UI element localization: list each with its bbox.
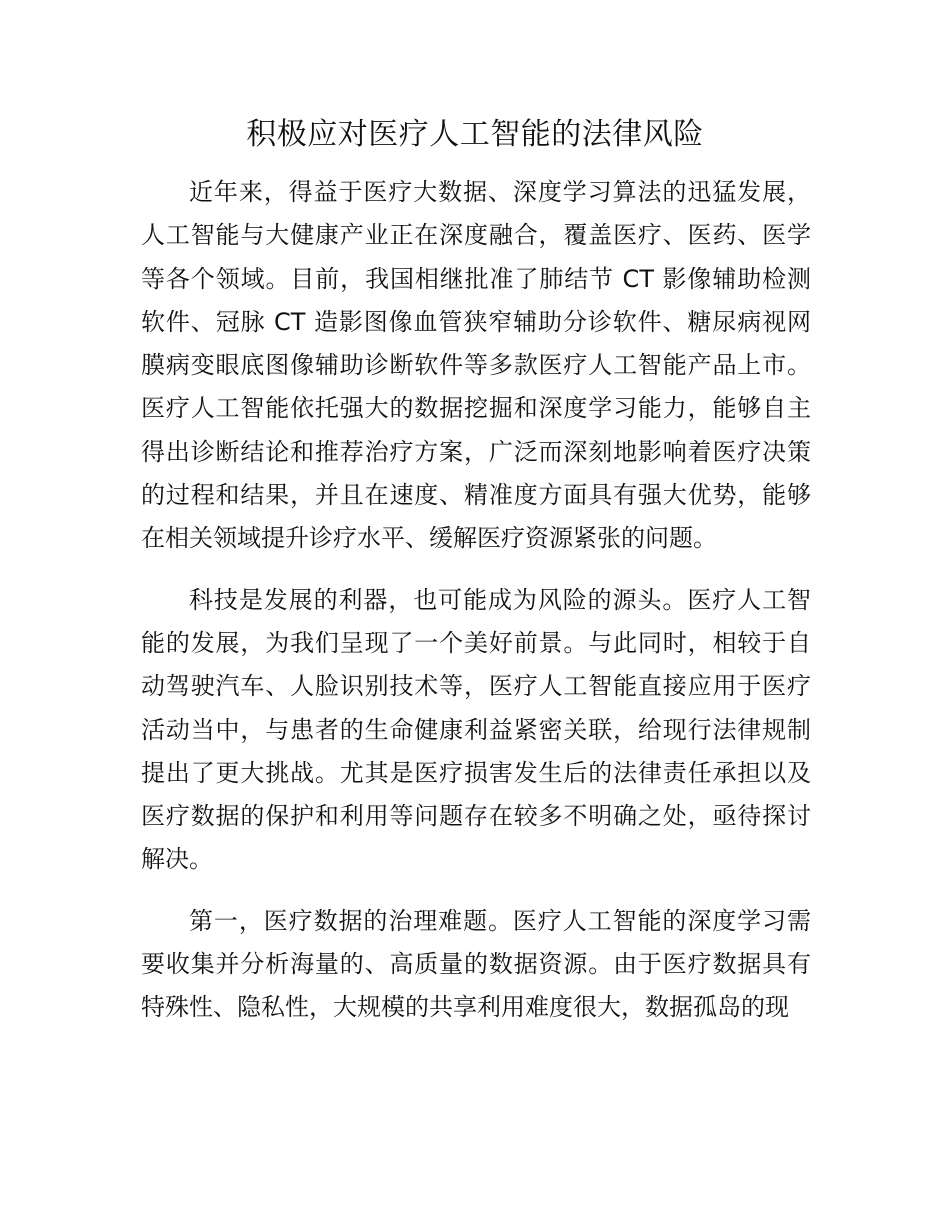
paragraph-2: 科技是发展的利器，也可能成为风险的源头。医疗人工智能的发展，为我们呈现了一个美好前景。与此同时，相较于自动驾驶汽车、人脸识别技术等，医疗人工智能直接应用于医疗活动当中，与患者的生命健康利益紧密关联，给现行法律规制提出了更大挑战。尤其是医疗损害发生后的法律责任承担以及医疗数据的保护和利用等问题存在较多不明确之处，亟待探讨解决。 — [141, 585, 811, 874]
document-body — [141, 171, 811, 1030]
paragraph-3: 第一，医疗数据的治理难题。医疗人工智能的深度学习需要收集并分析海量的、高质量的数据资源。由于医疗数据具有特殊性、隐私性，大规模的共享利用难度很大，数据孤岛的现 — [141, 906, 811, 1022]
paragraph-1: 近年来，得益于医疗大数据、深度学习算法的迅猛发展，人工智能与大健康产业正在深度融合，覆盖医疗、医药、医学等各个领域。目前，我国相继批准了肺结节 CT 影像辅助检测软件、冠脉 CT 造影图像血管狭窄辅助分诊软件、糖尿病视网膜病变眼底图像辅助诊断软件等多款医疗人工智能产品上市。医疗人工智能依托强大的数据挖掘和深度学习能力，能够自主得出诊断结论和推荐治疗方案，广泛而深刻地影响着医疗决策的过程和结果，并且在速度、精准度方面具有强大优势，能够在相关领域提升诊疗水平、缓解医疗资源紧张的问题。 — [141, 178, 811, 553]
document-title: 积极应对医疗人工智能的法律风险 — [246, 117, 704, 152]
